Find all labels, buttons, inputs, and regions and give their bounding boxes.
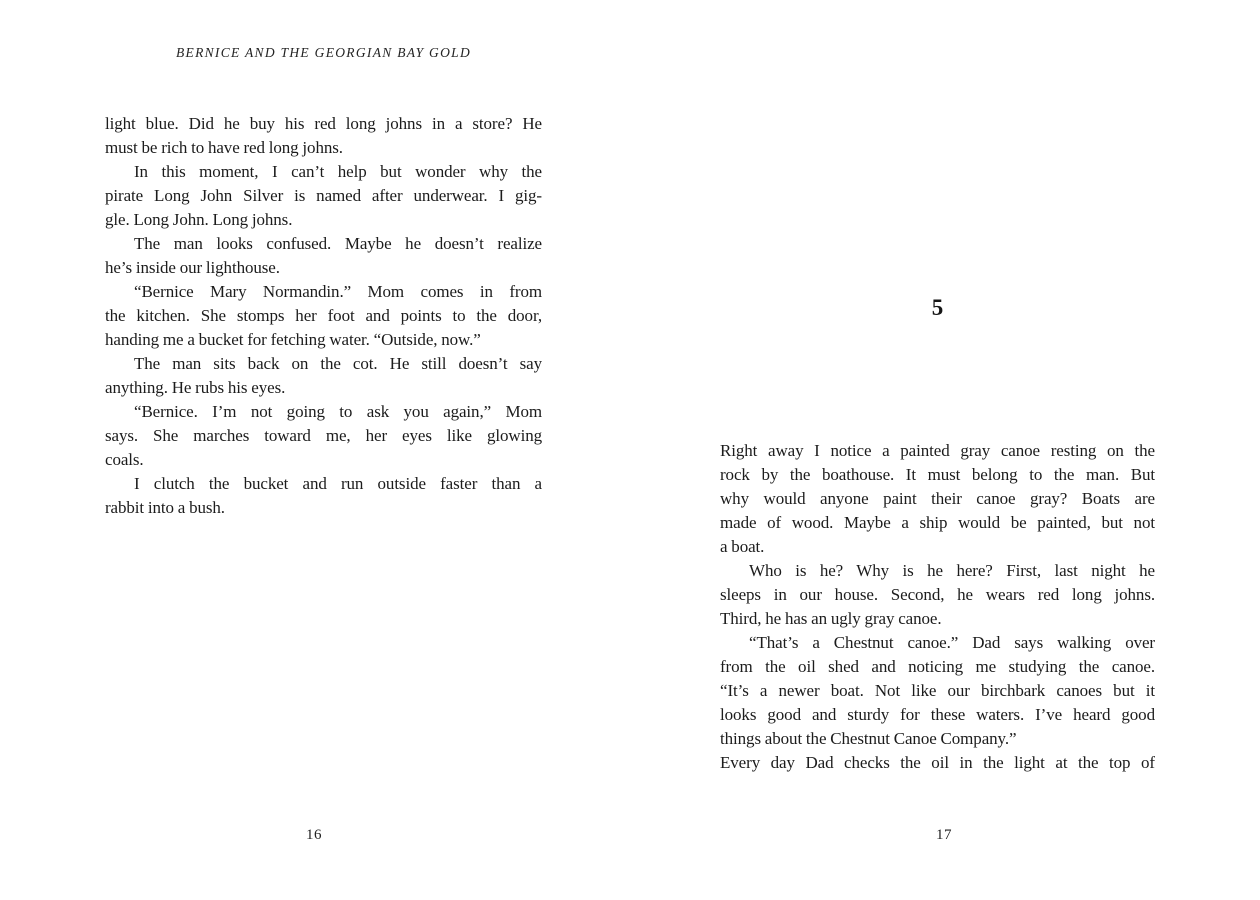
text-line: The man sits back on the cot. He still doesn’t say bbox=[134, 354, 542, 373]
paragraph bbox=[720, 631, 1155, 751]
text-line: coals. bbox=[105, 450, 144, 469]
text-line: I clutch the bucket and run outside faster than a bbox=[134, 474, 542, 493]
paragraph bbox=[105, 280, 542, 352]
text-line: looks good and sturdy for these waters. I’ve heard good bbox=[720, 705, 1155, 724]
text-line: sleeps in our house. Second, he wears red long johns. bbox=[720, 585, 1155, 604]
right-page-body-text bbox=[720, 439, 1155, 775]
text-line: Every day Dad checks the oil in the light at the top of bbox=[720, 753, 1155, 772]
running-header: BERNICE AND THE GEORGIAN BAY GOLD bbox=[175, 45, 472, 60]
text-line: In this moment, I can’t help but wonder why the bbox=[134, 162, 542, 181]
text-line: pirate Long John Silver is named after underwear. I gig- bbox=[105, 186, 542, 205]
text-line: Right away I notice a painted gray canoe resting on the bbox=[720, 441, 1155, 460]
text-line: Who is he? Why is he here? First, last night he bbox=[749, 561, 1155, 580]
text-line: from the oil shed and noticing me studying the canoe. bbox=[720, 657, 1155, 676]
text-line: anything. He rubs his eyes. bbox=[105, 378, 286, 397]
paragraph bbox=[720, 439, 1155, 559]
text-line: rabbit into a bush. bbox=[105, 498, 225, 517]
text-line: why would anyone paint their canoe gray? Boats are bbox=[720, 489, 1155, 508]
paragraph bbox=[105, 112, 542, 160]
page-number-right: 17 bbox=[936, 827, 952, 843]
text-line: made of wood. Maybe a ship would be painted, but not bbox=[720, 513, 1155, 532]
paragraph bbox=[105, 400, 542, 472]
text-line: “That’s a Chestnut canoe.” Dad says walking over bbox=[749, 633, 1155, 652]
chapter-number: 5 bbox=[931, 295, 944, 320]
text-line: the kitchen. She stomps her foot and points to the door, bbox=[105, 306, 542, 325]
text-line: “Bernice. I’m not going to ask you again,” Mom bbox=[134, 402, 542, 421]
page-number-left: 16 bbox=[306, 827, 322, 843]
text-line: handing me a bucket for fetching water. “Outside, now.” bbox=[105, 330, 481, 349]
paragraph bbox=[105, 472, 542, 520]
text-line: a boat. bbox=[720, 537, 765, 556]
paragraph bbox=[105, 232, 542, 280]
paragraph bbox=[720, 559, 1155, 631]
text-line: The man looks confused. Maybe he doesn’t realize bbox=[134, 234, 542, 253]
text-line: Third, he has an ugly gray canoe. bbox=[720, 609, 942, 628]
paragraph bbox=[105, 352, 542, 400]
paragraph bbox=[720, 751, 1155, 775]
text-line: he’s inside our lighthouse. bbox=[105, 258, 280, 277]
text-line: says. She marches toward me, her eyes like glowing bbox=[105, 426, 542, 445]
text-line: gle. Long John. Long johns. bbox=[105, 210, 293, 229]
left-page-body-text bbox=[105, 112, 542, 520]
paragraph bbox=[105, 160, 542, 232]
text-line: rock by the boathouse. It must belong to the man. But bbox=[720, 465, 1155, 484]
text-line: things about the Chestnut Canoe Company.” bbox=[720, 729, 1017, 748]
text-line: light blue. Did he buy his red long johns in a store? He bbox=[105, 114, 542, 133]
text-line: “It’s a newer boat. Not like our birchbark canoes but it bbox=[720, 681, 1155, 700]
text-line: must be rich to have red long johns. bbox=[105, 138, 343, 157]
text-line: “Bernice Mary Normandin.” Mom comes in from bbox=[134, 282, 542, 301]
